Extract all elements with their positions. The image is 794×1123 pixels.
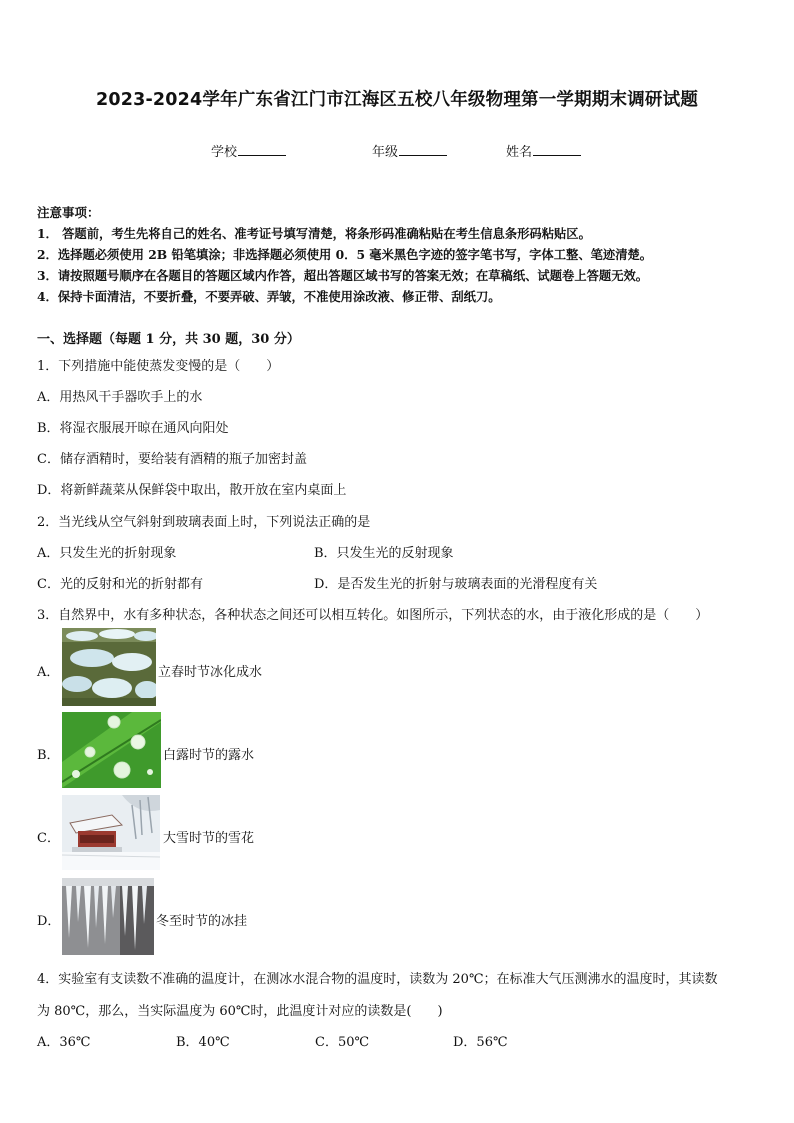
q2-option-c: C．光的反射和光的折射都有 <box>37 577 203 592</box>
notes-heading: 注意事项： <box>37 205 100 220</box>
q2-stem: 2．当光线从空气斜射到玻璃表面上时，下列说法正确的是 <box>37 515 371 530</box>
grade-field <box>372 141 447 160</box>
note-item-3: 3．请按照题号顺序在各题目的答题区域内作答，超出答题区域书写的答案无效；在草稿纸、试题卷上答题无效。 <box>37 268 649 283</box>
icicles-image <box>62 878 154 955</box>
q3-option-b-letter: B． <box>37 748 60 763</box>
snow-pavilion-image <box>62 795 160 870</box>
section-heading: 一、选择题（每题 1 分，共 30 题，30 分） <box>37 332 300 347</box>
name-label: 姓名 <box>506 145 533 160</box>
grade-label: 年级 <box>372 145 399 160</box>
q2-option-b: B．只发生光的反射现象 <box>314 546 454 561</box>
q2-option-d: D．是否发生光的折射与玻璃表面的光滑程度有关 <box>314 577 598 592</box>
school-blank <box>238 142 286 156</box>
note-item-2: 2．选择题必须使用 2B 铅笔填涂；非选择题必须使用 0．5 毫米黑色字迹的签字笔书写，字体工整、笔迹清楚。 <box>37 247 653 262</box>
q3-option-c-letter: C． <box>37 831 60 846</box>
q2-option-a: A．只发生光的折射现象 <box>37 546 177 561</box>
q3-option-d-letter: D． <box>37 914 61 929</box>
name-field <box>506 141 581 160</box>
note-item-4: 4．保持卡面清洁，不要折叠，不要弄破、弄皱，不准使用涂改液、修正带、刮纸刀。 <box>37 289 501 304</box>
dew-on-leaf-image <box>62 712 161 788</box>
grade-blank <box>399 142 447 156</box>
q4-option-a: A．36℃ <box>37 1035 91 1050</box>
q3-option-a-text: 立春时节冰化成水 <box>158 665 263 680</box>
q3-option-c-text: 大雪时节的雪花 <box>163 831 255 846</box>
name-blank <box>533 142 581 156</box>
q1-stem: 1．下列措施中能使蒸发变慢的是（ ） <box>37 359 280 374</box>
q3-option-a-letter: A． <box>37 665 60 680</box>
q1-option-a: A．用热风干手器吹手上的水 <box>37 390 203 405</box>
school-label: 学校 <box>211 145 238 160</box>
q3-option-d-text: 冬至时节的冰挂 <box>156 914 248 929</box>
q4-stem-line-2: 为 80℃，那么，当实际温度为 60℃时，此温度计对应的读数是( ) <box>37 1004 443 1019</box>
q4-option-c: C．50℃ <box>315 1035 370 1050</box>
q4-stem-line-1: 4．实验室有支读数不准确的温度计，在测冰水混合物的温度时，读数为 20℃；在标准大气压测沸水的温度时，其读数 <box>37 972 718 987</box>
q1-option-b: B．将湿衣服展开晾在通风向阳处 <box>37 421 229 436</box>
q1-option-d: D．将新鲜蔬菜从保鲜袋中取出，散开放在室内桌面上 <box>37 483 347 498</box>
q3-stem: 3．自然界中，水有多种状态，各种状态之间还可以相互转化。如图所示，下列状态的水，由于液化形成的是（ ） <box>37 608 709 623</box>
q4-option-b: B．40℃ <box>176 1035 230 1050</box>
note-item-1: 1． 答题前，考生先将自己的姓名、准考证号填写清楚，将条形码准确粘贴在考生信息条形码粘贴区。 <box>37 226 591 241</box>
page-title: 2023-2024学年广东省江门市江海区五校八年级物理第一学期期末调研试题 <box>95 90 699 110</box>
q3-option-b-text: 白露时节的露水 <box>163 748 255 763</box>
q4-option-d: D．56℃ <box>453 1035 508 1050</box>
school-field <box>211 141 286 160</box>
q1-option-c: C．储存酒精时，要给装有酒精的瓶子加密封盖 <box>37 452 307 467</box>
thawing-ice-image <box>62 628 156 706</box>
